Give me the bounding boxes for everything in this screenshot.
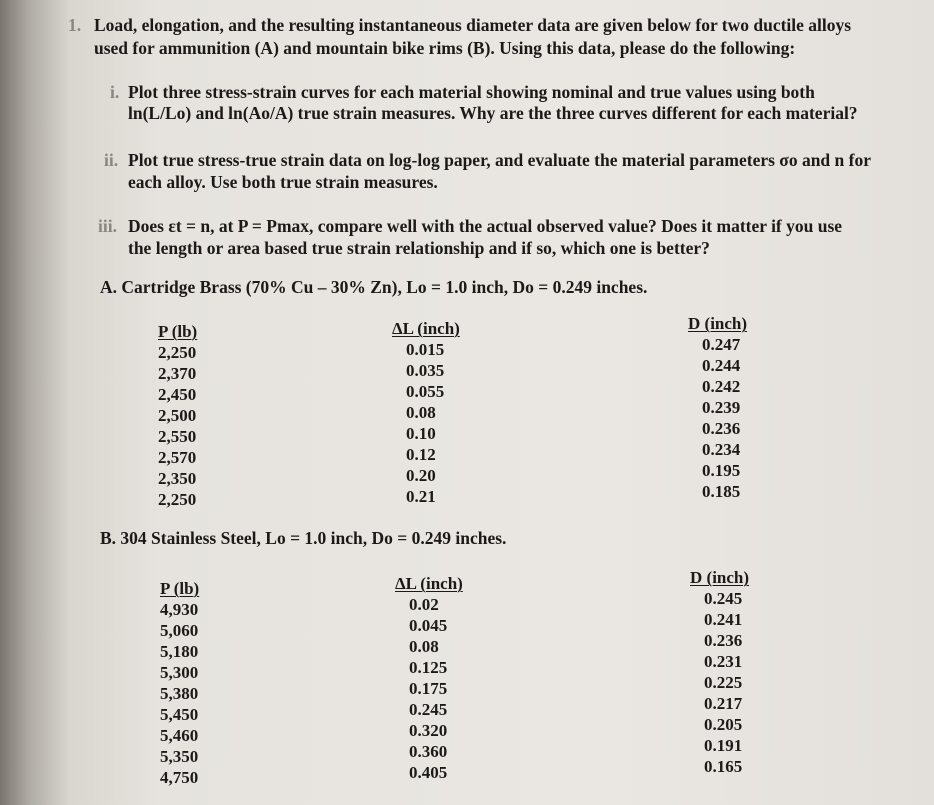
table-cell: 0.245 — [704, 589, 743, 608]
table-cell: 0.225 — [704, 673, 743, 692]
table-cell: 0.191 — [704, 736, 743, 755]
table-cell: 0.360 — [409, 742, 448, 761]
section-b-elongation-header: ΔL (inch) — [395, 574, 463, 593]
table-cell: 0.035 — [406, 361, 445, 380]
table-cell: 0.242 — [702, 377, 741, 396]
section-a-col-diameter — [688, 313, 747, 502]
table-cell: 0.21 — [406, 487, 436, 506]
table-cell: 5,450 — [160, 705, 199, 724]
table-cell: 0.245 — [409, 700, 448, 719]
table-cell: 2,570 — [158, 448, 197, 467]
table-cell: 5,180 — [160, 642, 199, 661]
table-cell: 0.231 — [704, 652, 743, 671]
item-iii-marker: iii. — [98, 216, 117, 236]
item-ii-line-2: each alloy. Use both true strain measures. — [128, 172, 438, 192]
section-a-load-header: P (lb) — [158, 322, 198, 341]
table-cell: 2,250 — [158, 343, 197, 362]
item-i-line-1: Plot three stress-strain curves for each material showing nominal and true values using both — [128, 82, 815, 102]
item-iii-line-1: Does εt = n, at P = Pmax, compare well with the actual observed value? Does it matter if you use — [128, 216, 843, 236]
section-b-col-load — [160, 578, 199, 788]
table-cell: 0.234 — [702, 440, 741, 459]
table-cell: 2,250 — [158, 490, 197, 509]
table-cell: 0.175 — [409, 679, 448, 698]
table-cell: 0.241 — [704, 610, 743, 629]
table-cell: 0.236 — [704, 631, 743, 650]
table-cell: 0.236 — [702, 419, 741, 438]
table-cell: 5,350 — [160, 747, 199, 766]
table-cell: 0.125 — [409, 658, 448, 677]
table-cell: 2,350 — [158, 469, 197, 488]
problem-intro-line-1: Load, elongation, and the resulting instantaneous diameter data are given below for two ductile alloys — [94, 15, 852, 35]
section-b-load-header: P (lb) — [160, 579, 200, 598]
table-cell: 0.20 — [406, 466, 436, 485]
table-cell: 0.02 — [409, 595, 439, 614]
table-cell: 0.244 — [702, 356, 741, 375]
section-a-heading: A. Cartridge Brass (70% Cu – 30% Zn), Lo = 1.0 inch, Do = 0.249 inches. — [100, 277, 648, 297]
table-cell: 5,460 — [160, 726, 199, 745]
table-cell: 5,380 — [160, 684, 199, 703]
section-a-col-elongation — [392, 318, 460, 507]
table-cell: 0.045 — [409, 616, 448, 635]
table-cell: 0.08 — [409, 637, 439, 656]
section-b-col-elongation — [395, 573, 463, 783]
table-cell: 0.165 — [704, 757, 743, 776]
section-b-heading: B. 304 Stainless Steel, Lo = 1.0 inch, Do = 0.249 inches. — [100, 528, 507, 548]
table-cell: 0.10 — [406, 424, 436, 443]
table-cell: 0.320 — [409, 721, 448, 740]
table-cell: 0.08 — [406, 403, 436, 422]
table-cell: 0.055 — [406, 382, 445, 401]
table-cell: 5,300 — [160, 663, 199, 682]
table-cell: 0.405 — [409, 763, 448, 782]
problem-intro-line-2: used for ammunition (A) and mountain bike rims (B). Using this data, please do the following: — [94, 38, 796, 58]
problem-number: 1. — [68, 15, 82, 35]
item-i-marker: i. — [110, 82, 120, 102]
table-cell: 0.247 — [702, 335, 741, 354]
section-a-elongation-header: ΔL (inch) — [392, 319, 460, 338]
table-cell: 5,060 — [160, 621, 199, 640]
section-a-diameter-header: D (inch) — [688, 314, 748, 333]
table-cell: 2,450 — [158, 385, 197, 404]
table-cell: 0.015 — [406, 340, 445, 359]
section-b-col-diameter — [690, 567, 749, 777]
table-cell: 0.239 — [702, 398, 741, 417]
item-ii-marker: ii. — [104, 150, 119, 170]
table-cell: 0.195 — [702, 461, 741, 480]
table-cell: 2,500 — [158, 406, 197, 425]
item-i-line-2: ln(L/Lo) and ln(Ao/A) true strain measures. Why are the three curves different for each material? — [128, 103, 858, 123]
table-cell: 4,750 — [160, 768, 199, 787]
table-cell: 0.185 — [702, 482, 741, 501]
item-iii-line-2: the length or area based true strain relationship and if so, which one is better? — [128, 238, 710, 258]
table-cell: 0.205 — [704, 715, 743, 734]
table-cell: 2,370 — [158, 364, 197, 383]
section-a-col-load — [158, 321, 197, 510]
item-ii-line-1: Plot true stress-true strain data on log-log paper, and evaluate the material parameters σo and n for — [128, 150, 871, 170]
table-cell: 0.217 — [704, 694, 743, 713]
section-b-diameter-header: D (inch) — [690, 568, 750, 587]
table-cell: 4,930 — [160, 600, 199, 619]
table-cell: 2,550 — [158, 427, 197, 446]
table-cell: 0.12 — [406, 445, 436, 464]
